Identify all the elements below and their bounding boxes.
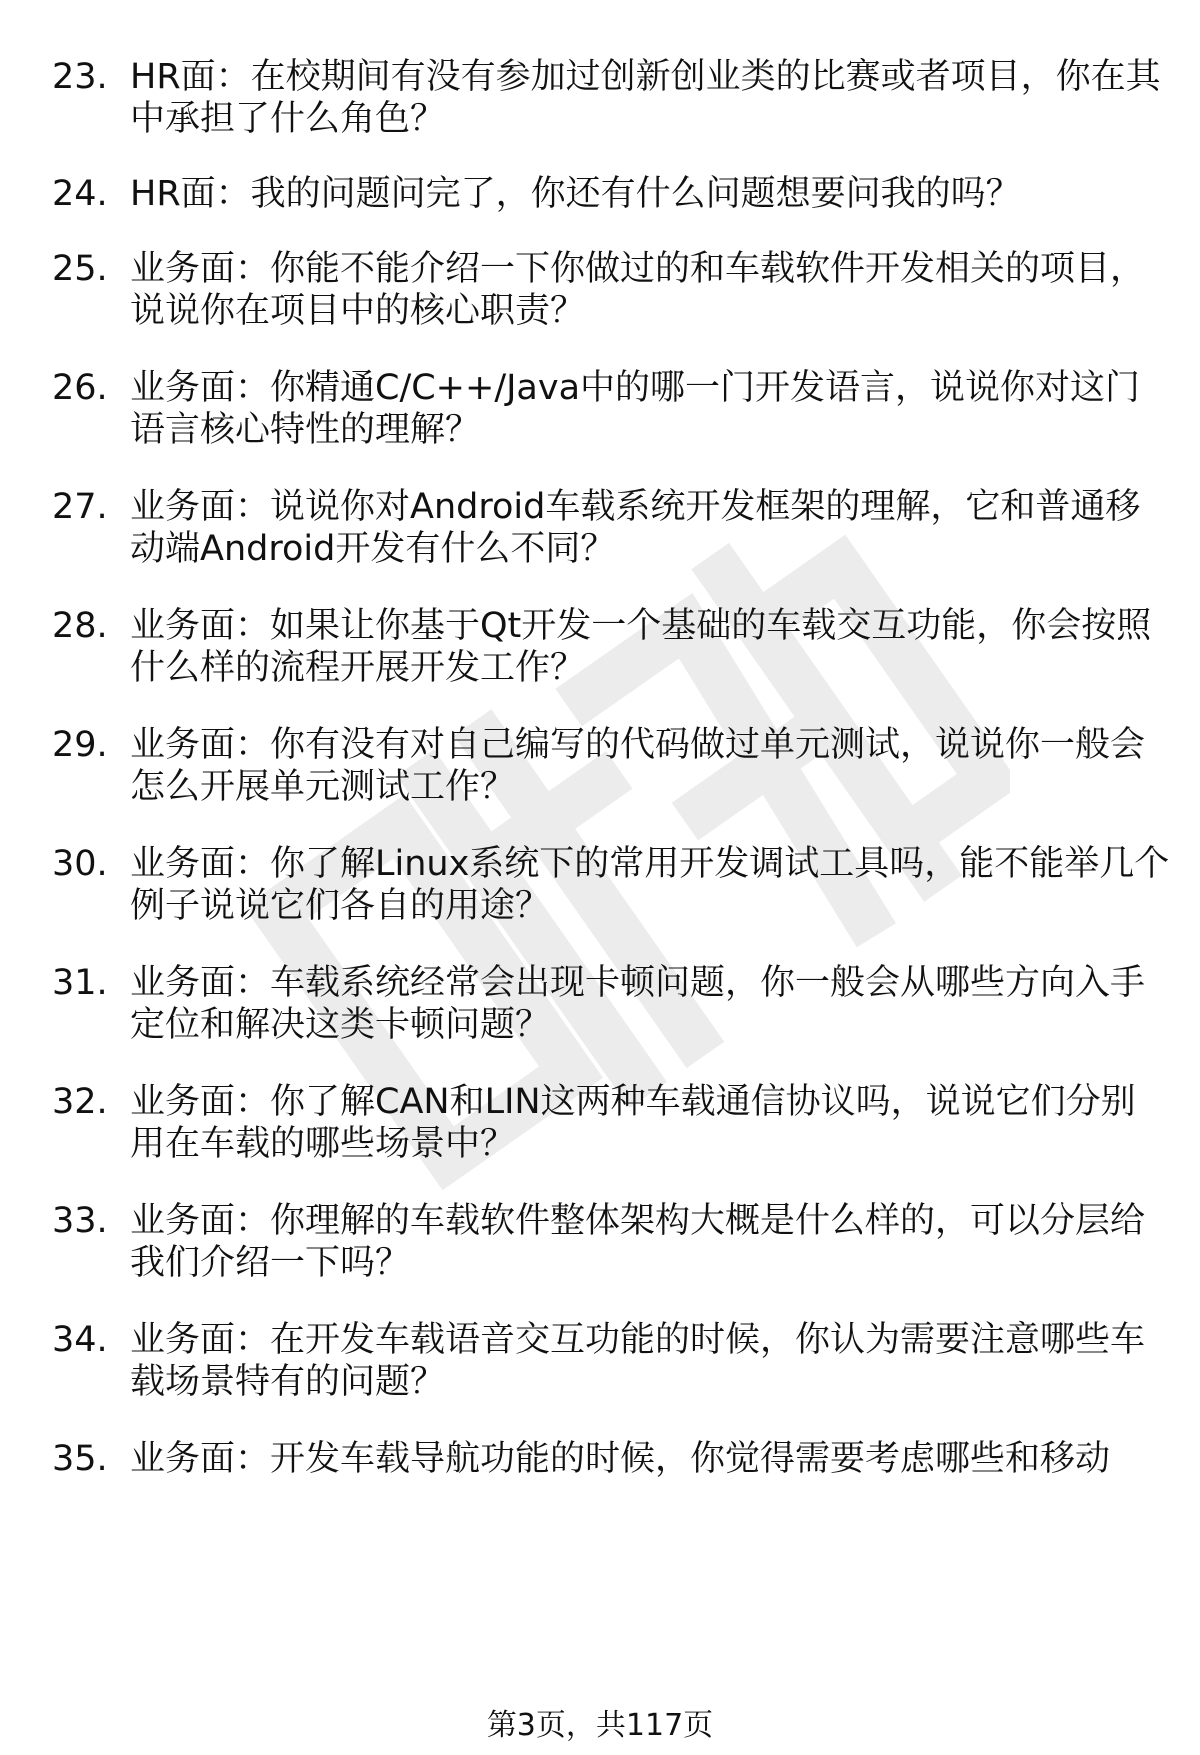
question-number: 32. — [52, 1082, 108, 1122]
question-text: HR面：在校期间有没有参加过创新创业类的比赛或者项目，你在其中承担了什么角色？ — [130, 57, 1161, 139]
question-text: 业务面：你了解CAN和LIN这两种车载通信协议吗，说说它们分别用在车载的哪些场景中？ — [130, 1082, 1136, 1164]
question-text: 业务面：开发车载导航功能的时候，你觉得需要考虑哪些和移动 — [130, 1439, 1111, 1479]
question-text: 业务面：你有没有对自己编写的代码做过单元测试，说说你一般会怎么开展单元测试工作？ — [130, 725, 1146, 807]
question-number: 24. — [52, 174, 108, 214]
question-text: 业务面：你了解Linux系统下的常用开发调试工具吗，能不能举几个例子说说它们各自的用途？ — [130, 844, 1170, 926]
page-number-label: 第3页，共117页 — [486, 1708, 714, 1743]
question-text: 业务面：在开发车载语音交互功能的时候，你认为需要注意哪些车载场景特有的问题？ — [130, 1320, 1146, 1402]
question-number: 27. — [52, 487, 108, 527]
question-number: 28. — [52, 606, 108, 646]
question-number: 35. — [52, 1439, 108, 1479]
question-text: 业务面：你理解的车载软件整体架构大概是什么样的，可以分层给我们介绍一下吗？ — [130, 1201, 1146, 1283]
question-text: 业务面：如果让你基于Qt开发一个基础的车载交互功能，你会按照什么样的流程开展开发工作？ — [130, 606, 1152, 688]
question-number: 31. — [52, 963, 108, 1003]
question-text: 业务面：你能不能介绍一下你做过的和车载软件开发相关的项目，说说你在项目中的核心职责？ — [130, 249, 1146, 331]
question-number: 34. — [52, 1320, 108, 1360]
page-footer — [0, 1708, 1200, 1744]
question-number: 26. — [52, 368, 108, 408]
question-number: 23. — [52, 57, 108, 97]
question-number: 30. — [52, 844, 108, 884]
question-text: 业务面：你精通C/C++/Java中的哪一门开发语言，说说你对这门语言核心特性的理解？ — [130, 368, 1141, 450]
question-number: 29. — [52, 725, 108, 765]
question-number: 25. — [52, 249, 108, 289]
question-text: HR面：我的问题问完了，你还有什么问题想要问我的吗？ — [130, 174, 1021, 214]
question-text: 业务面：说说你对Android车载系统开发框架的理解，它和普通移动端Android开发有什么不同？ — [130, 487, 1141, 569]
question-number: 33. — [52, 1201, 108, 1241]
question-text: 业务面：车载系统经常会出现卡顿问题，你一般会从哪些方向入手定位和解决这类卡顿问题？ — [130, 963, 1146, 1045]
